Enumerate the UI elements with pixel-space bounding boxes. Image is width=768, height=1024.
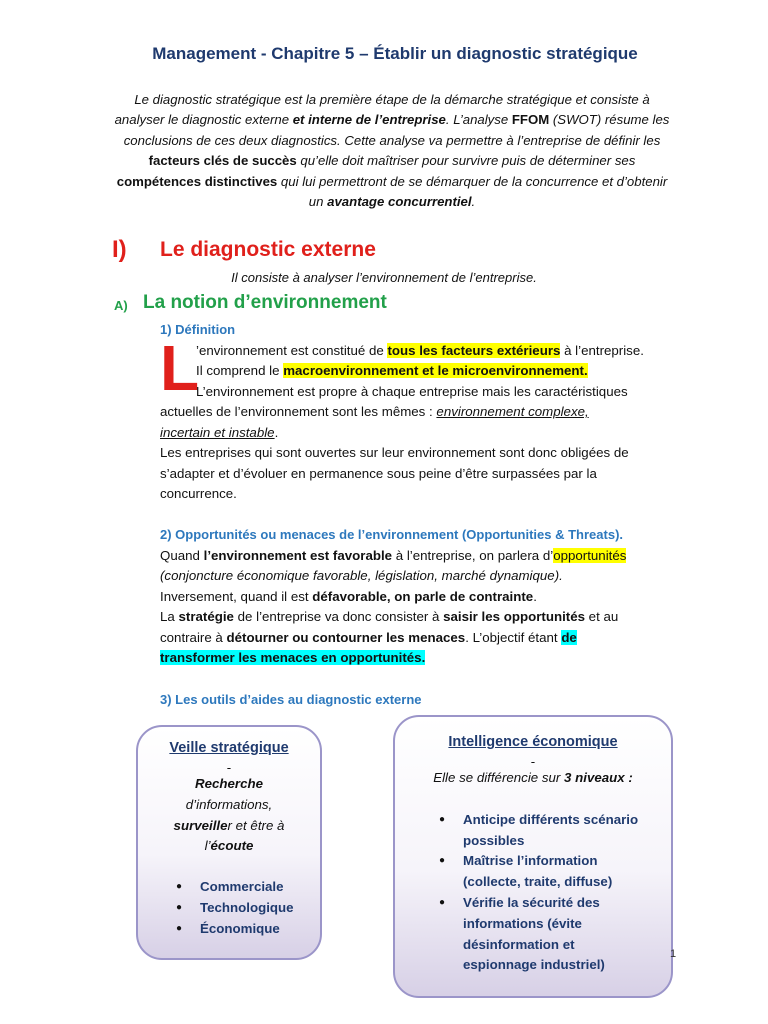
subsection-title: La notion d’environnement	[143, 292, 387, 313]
intelligence-text: Elle se différencie sur 3 niveaux :	[433, 770, 633, 785]
intro-line: Le diagnostic stratégique est la première étape de la démarche stratégique et consiste à	[134, 92, 650, 107]
tools-heading: 3) Les outils d’aides au diagnostic externe	[160, 692, 422, 707]
veille-title: Veille stratégique	[169, 740, 289, 756]
subsection-letter: A)	[114, 298, 128, 313]
section-title: Le diagnostic externe	[160, 238, 376, 261]
drop-cap: L	[160, 332, 200, 404]
text-line: contraire à détourner ou contourner les menaces. L’objectif étant de	[160, 630, 577, 645]
section-number: I)	[112, 236, 127, 263]
list-item: ● Commerciale	[176, 879, 284, 895]
intelligence-title: Intelligence économique	[448, 734, 618, 750]
opportunities-heading: 2) Opportunités ou menaces de l’environnement (Opportunities & Threats).	[160, 527, 624, 542]
intelligence-list	[439, 810, 671, 976]
list-item: ● Maîtrise l’information (collecte, traite, diffuse)	[439, 853, 613, 890]
text-line: Il comprend le macroenvironnement et le microenvironnement.	[196, 363, 588, 378]
text-line: La stratégie de l’entreprise va donc consister à saisir les opportunités et au	[160, 609, 619, 624]
intelligence-dash: -	[530, 754, 536, 769]
page-number: 1	[670, 948, 677, 960]
text-line: Inversement, quand il est défavorable, on parle de contrainte.	[160, 589, 537, 604]
veille-dash: -	[226, 760, 232, 775]
intelligence-box	[393, 715, 673, 998]
intro-line: compétences distinctives qui lui permettront de se démarquer de la concurrence et d’obtenir	[116, 173, 668, 189]
list-item: ● Vérifie la sécurité des informations (évite désinformation et espionnage industriel)	[439, 894, 605, 973]
intro-line: facteurs clés de succès qu’elle doit maîtriser pour survivre puis de déterminer ses	[148, 153, 636, 169]
intro-paragraph	[80, 90, 704, 212]
page-title: Management - Chapitre 5 – Établir un diagnostic stratégique	[152, 44, 638, 63]
intro-line: conclusions de ces deux diagnostics. Cette analyse va permettre à l’entreprise de définir les	[123, 132, 661, 148]
veille-box	[136, 725, 322, 960]
list-item: ● Anticipe différents scénario possibles	[439, 811, 639, 848]
text-line: L’environnement est propre à chaque entreprise mais les caractéristiques	[196, 384, 628, 399]
text-line: Quand l’environnement est favorable à l’entreprise, on parlera d’opportunités	[160, 548, 627, 563]
veille-text: Recherche d’informations, surveiller et être à l’écoute	[173, 776, 285, 854]
text-line: (conjoncture économique favorable, législation, marché dynamique).	[160, 568, 563, 583]
text-line: ’environnement est constitué de tous les facteurs extérieurs à l’entreprise.	[196, 343, 644, 358]
text-line: actuelles de l’environnement sont les mêmes : environnement complexe,	[160, 404, 589, 419]
text-line: incertain et instable.	[160, 425, 279, 440]
text-line: transformer les menaces en opportunités.	[160, 650, 426, 665]
section-subtitle: Il consiste à analyser l’environnement de l’entreprise.	[231, 270, 537, 285]
text-line: s’adapter et d’évoluer en permanence sous peine d’être surpassées par la	[160, 466, 597, 481]
text-line: concurrence.	[160, 486, 237, 501]
text-line: Les entreprises qui sont ouvertes sur leur environnement sont donc obligées de	[160, 445, 629, 460]
intro-line: analyser le diagnostic externe et interne de l’entreprise. L’analyse FFOM (SWOT) résume les	[114, 112, 670, 128]
intro-line: un avantage concurrentiel.	[308, 194, 476, 210]
list-item: ● Économique	[176, 920, 280, 936]
definition-heading: 1) Définition	[160, 322, 236, 337]
veille-list	[176, 877, 320, 939]
list-item: ● Technologique	[176, 899, 294, 915]
